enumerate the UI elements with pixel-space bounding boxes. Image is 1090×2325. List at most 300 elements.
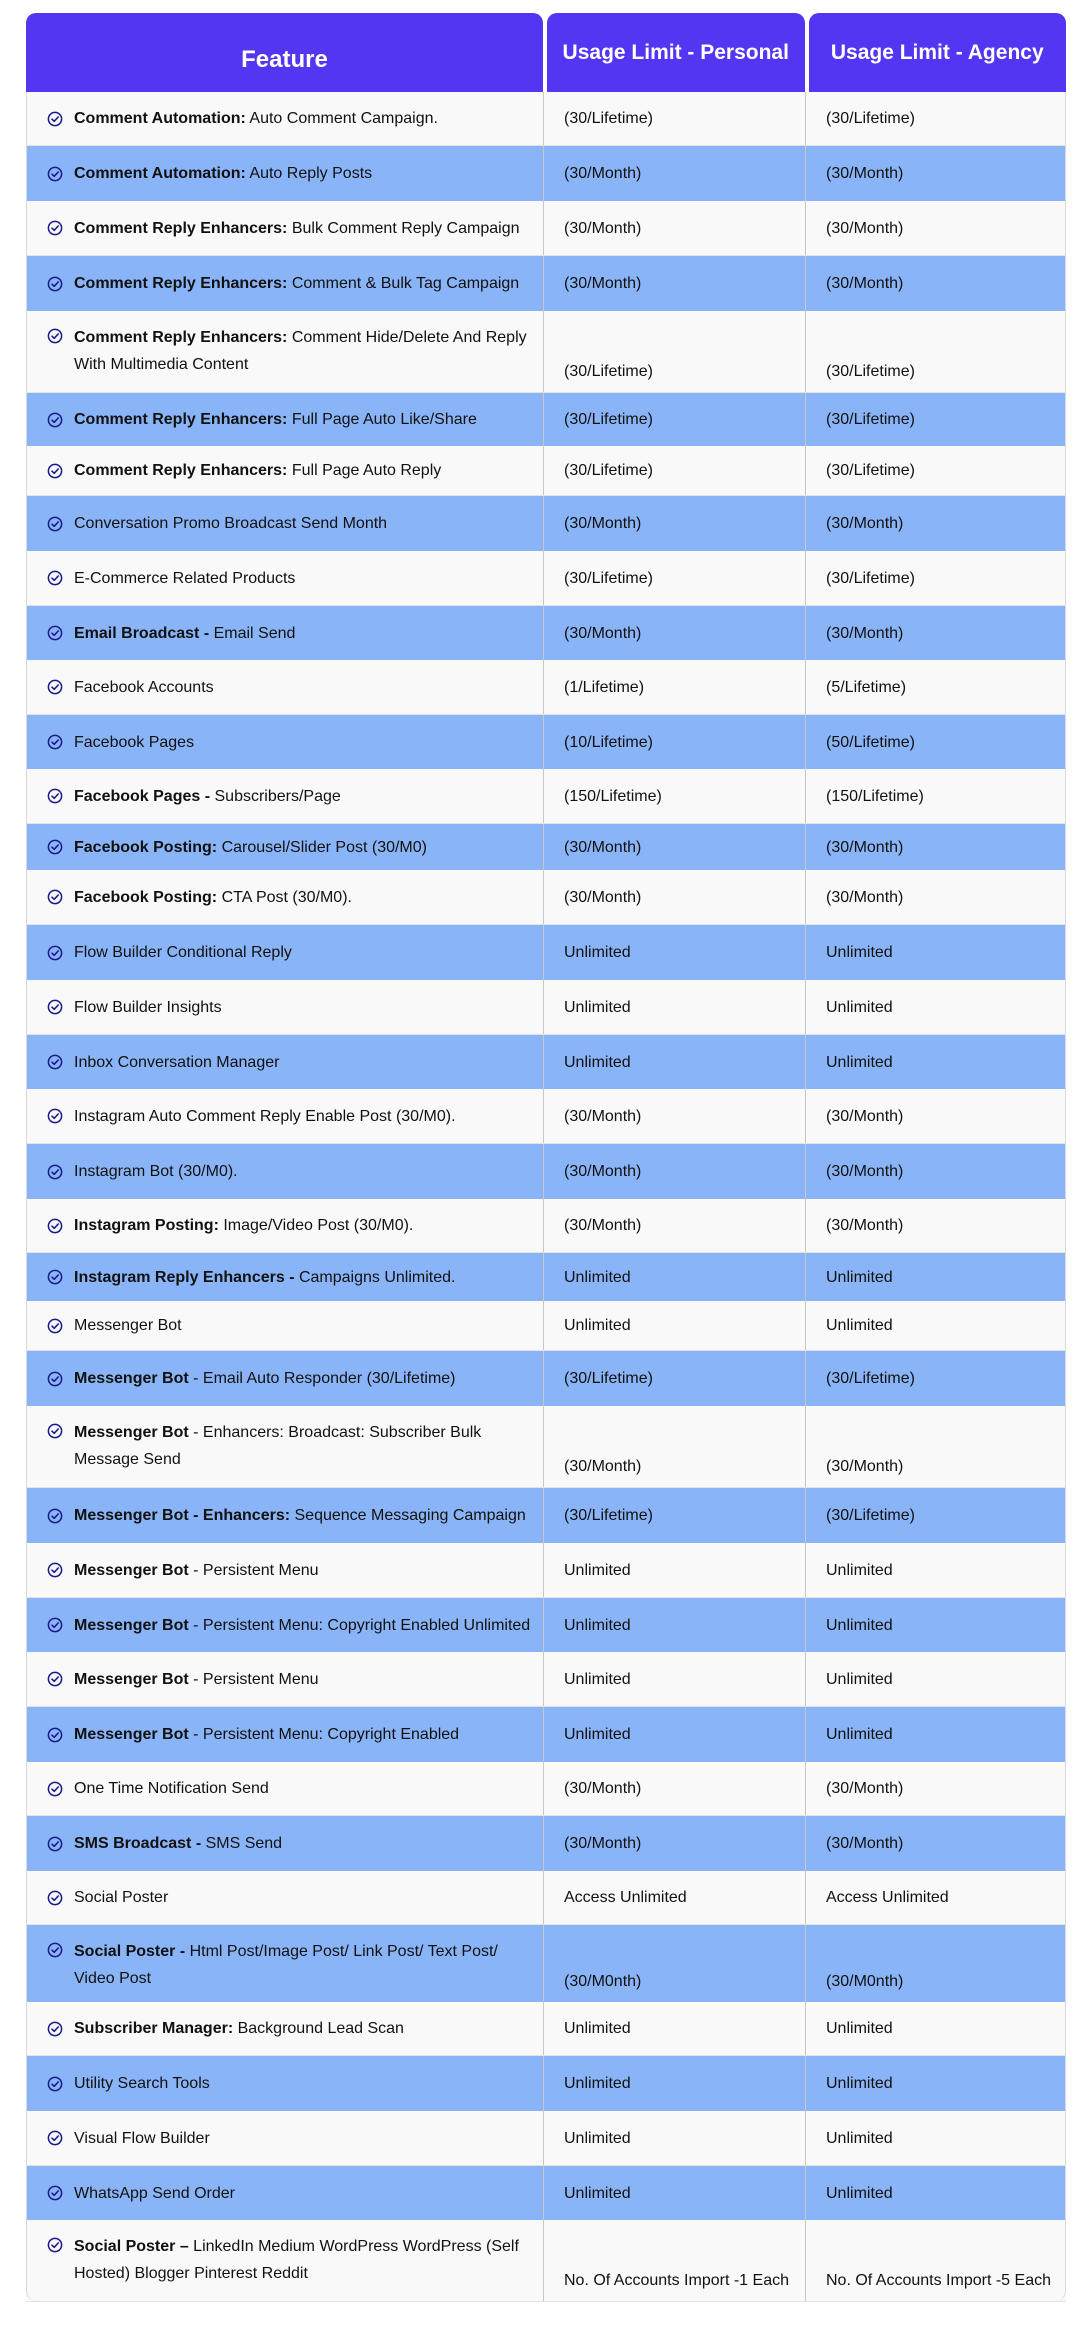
usage-personal-cell xyxy=(544,824,806,870)
usage-personal-value: Unlimited xyxy=(564,1317,631,1334)
table-row xyxy=(26,1543,1066,1598)
feature-cell xyxy=(26,1199,544,1252)
usage-agency-cell xyxy=(806,1816,1066,1871)
usage-personal-value: (30/Lifetime) xyxy=(564,462,653,479)
usage-personal-value: (30/Lifetime) xyxy=(564,411,653,428)
feature-text xyxy=(74,1721,533,1748)
feature-name-bold: Social Poster – xyxy=(74,2238,189,2255)
table-row xyxy=(26,870,1066,925)
usage-agency-value: (30/Month) xyxy=(826,275,904,292)
feature-cell xyxy=(26,1406,544,1487)
header-usage-personal: Usage Limit - Personal xyxy=(547,13,805,92)
usage-personal-cell xyxy=(544,925,806,980)
usage-agency-value: (30/Month) xyxy=(826,1780,904,1797)
feature-description: Sequence Messaging Campaign xyxy=(290,1507,526,1524)
check-circle-icon xyxy=(47,734,63,750)
feature-name-bold: Instagram Reply Enhancers - xyxy=(74,1268,295,1286)
usage-personal-value: (30/Month) xyxy=(564,1107,642,1125)
feature-cell xyxy=(26,311,544,392)
usage-personal-cell xyxy=(544,2002,806,2055)
usage-personal-cell xyxy=(544,1488,806,1543)
usage-agency-cell xyxy=(806,146,1066,201)
feature-cell xyxy=(26,201,544,255)
feature-text xyxy=(74,729,533,756)
usage-agency-value: No. Of Accounts Import -5 Each xyxy=(826,2272,1051,2289)
usage-personal-cell xyxy=(544,201,806,255)
usage-agency-value: (30/Month) xyxy=(826,1835,904,1852)
usage-agency-cell xyxy=(806,2056,1066,2111)
table-body xyxy=(26,92,1066,2302)
feature-description: Comment Hide/Delete And Reply With Multimedia Content xyxy=(74,329,527,373)
usage-agency-value: (150/Lifetime) xyxy=(826,787,924,805)
usage-agency-cell xyxy=(806,1543,1066,1597)
usage-personal-value: Unlimited xyxy=(564,1726,631,1743)
feature-text xyxy=(74,160,533,187)
usage-personal-cell xyxy=(544,1301,806,1350)
usage-agency-cell xyxy=(806,92,1066,145)
check-circle-icon xyxy=(47,1218,63,1234)
check-circle-icon xyxy=(47,516,63,532)
usage-agency-value: (30/Lifetime) xyxy=(826,569,915,587)
usage-agency-value: Access Unlimited xyxy=(826,1889,949,1906)
check-circle-icon xyxy=(47,999,63,1015)
usage-agency-cell xyxy=(806,1925,1066,2002)
feature-description: Full Page Auto Reply xyxy=(287,462,442,479)
table-row xyxy=(26,1351,1066,1406)
table-row xyxy=(26,1707,1066,1762)
feature-text xyxy=(74,939,533,966)
usage-personal-value: Unlimited xyxy=(564,2075,631,2092)
usage-agency-value: (30/Month) xyxy=(826,888,904,906)
usage-personal-cell xyxy=(544,870,806,924)
usage-personal-value: (30/Month) xyxy=(564,515,642,532)
feature-name-bold: Messenger Bot xyxy=(74,1424,189,1441)
usage-agency-cell xyxy=(806,1144,1066,1199)
feature-text xyxy=(74,406,533,433)
feature-text xyxy=(74,2070,533,2097)
check-circle-icon xyxy=(47,2185,63,2201)
usage-personal-value: Unlimited xyxy=(564,2020,631,2037)
feature-name-bold: Messenger Bot xyxy=(74,1670,189,1688)
usage-agency-value: Unlimited xyxy=(826,2020,893,2037)
usage-personal-cell xyxy=(544,769,806,823)
table-row xyxy=(26,2111,1066,2166)
feature-text xyxy=(74,1312,533,1339)
usage-personal-cell xyxy=(544,1035,806,1089)
usage-personal-value: (30/Month) xyxy=(564,1835,642,1852)
feature-cell xyxy=(26,980,544,1034)
usage-agency-value: Unlimited xyxy=(826,1268,893,1286)
usage-personal-value: No. Of Accounts Import -1 Each xyxy=(564,2272,789,2289)
usage-agency-cell xyxy=(806,870,1066,924)
table-row xyxy=(26,2220,1066,2302)
check-circle-icon xyxy=(47,2021,63,2037)
usage-personal-cell xyxy=(544,2166,806,2220)
usage-personal-value: (150/Lifetime) xyxy=(564,787,662,805)
feature-text xyxy=(74,2015,533,2042)
usage-personal-value: (30/Lifetime) xyxy=(564,110,653,127)
usage-personal-value: (30/Lifetime) xyxy=(564,1370,653,1387)
usage-agency-value: Unlimited xyxy=(826,1053,893,1071)
usage-personal-cell xyxy=(544,1144,806,1199)
feature-description: Flow Builder Insights xyxy=(74,998,222,1016)
feature-name-bold: Comment Reply Enhancers: xyxy=(74,462,288,479)
usage-agency-value: (30/Lifetime) xyxy=(826,1370,915,1387)
check-circle-icon xyxy=(47,166,63,182)
feature-description: Instagram Auto Comment Reply Enable Post (30/M0). xyxy=(74,1107,456,1125)
check-circle-icon xyxy=(47,945,63,961)
check-circle-icon xyxy=(47,1318,63,1334)
usage-personal-cell xyxy=(544,393,806,446)
feature-cell xyxy=(26,1351,544,1406)
usage-personal-value: (30/Month) xyxy=(564,1458,642,1475)
feature-cell xyxy=(26,1871,544,1924)
feature-cell xyxy=(26,1543,544,1597)
check-circle-icon xyxy=(47,1269,63,1285)
feature-name-bold: Comment Automation: xyxy=(74,165,246,182)
usage-agency-value: Unlimited xyxy=(826,1317,893,1334)
usage-agency-value: (30/Month) xyxy=(826,1107,904,1125)
usage-agency-cell xyxy=(806,2220,1066,2301)
feature-name-bold: Comment Reply Enhancers: xyxy=(74,275,288,292)
usage-agency-value: (30/Month) xyxy=(826,1217,904,1234)
feature-description: Campaigns Unlimited. xyxy=(294,1268,456,1286)
header-feature: Feature xyxy=(26,13,543,92)
header-usage-agency: Usage Limit - Agency xyxy=(809,13,1067,92)
feature-name-bold: Messenger Bot - Enhancers: xyxy=(74,1507,291,1524)
check-circle-icon xyxy=(47,1371,63,1387)
check-circle-icon xyxy=(47,1054,63,1070)
feature-cell xyxy=(26,2111,544,2165)
feature-text xyxy=(74,215,533,242)
feature-name-bold: Comment Reply Enhancers: xyxy=(74,329,288,346)
feature-cell xyxy=(26,2220,544,2301)
usage-personal-cell xyxy=(544,2220,806,2301)
feature-description: Full Page Auto Like/Share xyxy=(287,411,477,428)
usage-agency-cell xyxy=(806,769,1066,823)
check-circle-icon xyxy=(47,2237,63,2253)
usage-agency-cell xyxy=(806,1035,1066,1089)
usage-personal-cell xyxy=(544,660,806,714)
feature-cell xyxy=(26,660,544,714)
usage-agency-value: Unlimited xyxy=(826,1616,893,1634)
feature-cell xyxy=(26,393,544,446)
table-row xyxy=(26,606,1066,660)
feature-name-bold: Comment Reply Enhancers: xyxy=(74,411,288,428)
table-row xyxy=(26,1406,1066,1488)
usage-agency-cell xyxy=(806,1351,1066,1406)
usage-personal-value: Unlimited xyxy=(564,1268,631,1286)
feature-text xyxy=(74,2180,533,2207)
feature-description: Comment & Bulk Tag Campaign xyxy=(287,275,520,292)
usage-agency-cell xyxy=(806,606,1066,660)
feature-cell xyxy=(26,1707,544,1762)
usage-agency-cell xyxy=(806,980,1066,1034)
usage-agency-value: (30/Lifetime) xyxy=(826,462,915,479)
usage-personal-cell xyxy=(544,1253,806,1301)
feature-description: Social Poster xyxy=(74,1889,169,1906)
usage-agency-cell xyxy=(806,446,1066,495)
check-circle-icon xyxy=(47,111,63,127)
usage-personal-value: Unlimited xyxy=(564,1053,631,1071)
usage-personal-cell xyxy=(544,1089,806,1143)
usage-personal-cell xyxy=(544,92,806,145)
feature-text xyxy=(74,1884,533,1911)
feature-name-bold: SMS Broadcast - xyxy=(74,1835,202,1852)
usage-agency-cell xyxy=(806,2002,1066,2055)
usage-agency-value: (30/Lifetime) xyxy=(826,1507,915,1524)
feature-name-bold: Email Broadcast - xyxy=(74,624,210,642)
feature-description: - Persistent Menu: Copyright Enabled xyxy=(188,1726,460,1743)
usage-agency-value: Unlimited xyxy=(826,1726,893,1743)
feature-description: - Persistent Menu: Copyright Enabled Unlimited xyxy=(188,1616,531,1634)
usage-agency-cell xyxy=(806,311,1066,392)
usage-agency-value: (30/Lifetime) xyxy=(826,363,915,380)
feature-description: WhatsApp Send Order xyxy=(74,2184,235,2202)
feature-description: Utility Search Tools xyxy=(74,2075,210,2092)
feature-cell xyxy=(26,1301,544,1350)
check-circle-icon xyxy=(47,1781,63,1797)
feature-text xyxy=(74,1049,533,1076)
usage-agency-value: (30/Month) xyxy=(826,1458,904,1475)
usage-agency-value: (30/Month) xyxy=(826,515,904,532)
feature-text xyxy=(74,674,533,701)
table-row xyxy=(26,1652,1066,1707)
table-row xyxy=(26,311,1066,393)
usage-personal-cell xyxy=(544,496,806,551)
table-row xyxy=(26,824,1066,870)
feature-description: Carousel/Slider Post (30/M0) xyxy=(217,838,427,856)
usage-personal-cell xyxy=(544,146,806,201)
usage-personal-cell xyxy=(544,1406,806,1487)
feature-name-bold: Facebook Pages - xyxy=(74,787,211,805)
check-circle-icon xyxy=(47,1617,63,1633)
table-row xyxy=(26,496,1066,551)
feature-cell xyxy=(26,1925,544,2002)
usage-personal-value: (30/Month) xyxy=(564,275,642,292)
usage-agency-value: (30/Month) xyxy=(826,624,904,642)
feature-description: Messenger Bot xyxy=(74,1317,182,1334)
feature-description: - Email Auto Responder (30/Lifetime) xyxy=(188,1370,456,1387)
usage-personal-cell xyxy=(544,606,806,660)
usage-personal-value: (30/Month) xyxy=(564,1217,642,1234)
check-circle-icon xyxy=(47,1942,63,1958)
feature-cell xyxy=(26,1816,544,1871)
table-row xyxy=(26,925,1066,980)
usage-personal-value: (30/Month) xyxy=(564,838,642,856)
table-row xyxy=(26,1144,1066,1199)
table-row xyxy=(26,2002,1066,2056)
usage-agency-value: (30/Month) xyxy=(826,838,904,856)
usage-personal-value: (30/Lifetime) xyxy=(564,569,653,587)
feature-description: One Time Notification Send xyxy=(74,1780,269,1797)
usage-agency-value: (5/Lifetime) xyxy=(826,678,907,696)
pricing-feature-table xyxy=(26,13,1066,2302)
usage-agency-cell xyxy=(806,2166,1066,2220)
usage-personal-cell xyxy=(544,980,806,1034)
usage-personal-value: (30/Lifetime) xyxy=(564,363,653,380)
usage-agency-cell xyxy=(806,715,1066,769)
usage-personal-cell xyxy=(544,1598,806,1652)
feature-name-bold: Facebook Posting: xyxy=(74,838,218,856)
feature-text xyxy=(74,2125,533,2152)
table-row xyxy=(26,1925,1066,2002)
table-header xyxy=(26,13,1066,92)
usage-personal-cell xyxy=(544,1652,806,1706)
feature-name-bold: Facebook Posting: xyxy=(74,888,218,906)
usage-agency-cell xyxy=(806,1707,1066,1762)
check-circle-icon xyxy=(47,1562,63,1578)
feature-cell xyxy=(26,1762,544,1815)
check-circle-icon xyxy=(47,1671,63,1687)
feature-text xyxy=(74,1830,533,1857)
feature-cell xyxy=(26,1652,544,1706)
table-row xyxy=(26,446,1066,496)
feature-description: - Enhancers: Broadcast: Subscriber Bulk Message Send xyxy=(74,1424,482,1468)
usage-agency-value: (30/Lifetime) xyxy=(826,411,915,428)
usage-personal-cell xyxy=(544,1816,806,1871)
usage-personal-cell xyxy=(544,1351,806,1406)
feature-cell xyxy=(26,2166,544,2220)
check-circle-icon xyxy=(47,788,63,804)
feature-text xyxy=(74,834,533,861)
usage-personal-value: (10/Lifetime) xyxy=(564,733,653,751)
usage-agency-value: (30/Month) xyxy=(826,1163,904,1180)
feature-description: - Persistent Menu xyxy=(188,1670,319,1688)
feature-name-bold: Subscriber Manager: xyxy=(74,2020,234,2037)
feature-description: Inbox Conversation Manager xyxy=(74,1053,280,1071)
check-circle-icon xyxy=(47,2130,63,2146)
usage-personal-value: (1/Lifetime) xyxy=(564,678,645,696)
feature-name-bold: Messenger Bot xyxy=(74,1726,189,1743)
feature-text xyxy=(74,457,533,484)
check-circle-icon xyxy=(47,220,63,236)
feature-description: Flow Builder Conditional Reply xyxy=(74,944,292,961)
usage-agency-value: (50/Lifetime) xyxy=(826,733,915,751)
usage-personal-value: Unlimited xyxy=(564,1616,631,1634)
usage-personal-value: (30/M0nth) xyxy=(564,1973,642,1990)
feature-text xyxy=(74,1264,533,1291)
table-row xyxy=(26,1253,1066,1301)
check-circle-icon xyxy=(47,1108,63,1124)
feature-description: Bulk Comment Reply Campaign xyxy=(287,219,520,237)
table-row xyxy=(26,769,1066,824)
table-row xyxy=(26,393,1066,446)
usage-agency-value: Unlimited xyxy=(826,1670,893,1688)
feature-text xyxy=(74,2233,533,2287)
check-circle-icon xyxy=(47,1836,63,1852)
usage-personal-cell xyxy=(544,311,806,392)
feature-cell xyxy=(26,1144,544,1199)
table-row xyxy=(26,1301,1066,1351)
table-row xyxy=(26,1816,1066,1871)
usage-agency-value: (30/Month) xyxy=(826,219,904,237)
table-row xyxy=(26,980,1066,1035)
feature-name-bold: Messenger Bot xyxy=(74,1370,189,1387)
feature-text xyxy=(74,1158,533,1185)
usage-agency-cell xyxy=(806,660,1066,714)
feature-text xyxy=(74,1775,533,1802)
feature-text xyxy=(74,1103,533,1130)
usage-agency-value: (30/M0nth) xyxy=(826,1973,904,1990)
feature-name-bold: Messenger Bot xyxy=(74,1616,189,1634)
usage-personal-cell xyxy=(544,446,806,495)
feature-cell xyxy=(26,1253,544,1301)
feature-text xyxy=(74,1365,533,1392)
feature-description: Auto Comment Campaign. xyxy=(245,110,438,127)
feature-text xyxy=(74,994,533,1021)
feature-description: CTA Post (30/M0). xyxy=(217,888,352,906)
table-row xyxy=(26,1488,1066,1543)
check-circle-icon xyxy=(47,1164,63,1180)
check-circle-icon xyxy=(47,412,63,428)
feature-description: LinkedIn Medium WordPress WordPress (Self Hosted) Blogger Pinterest Reddit xyxy=(74,2238,519,2282)
feature-cell xyxy=(26,1089,544,1143)
usage-personal-cell xyxy=(544,1707,806,1762)
feature-text xyxy=(74,1419,533,1473)
usage-agency-cell xyxy=(806,2111,1066,2165)
usage-personal-value: (30/Month) xyxy=(564,1780,642,1797)
usage-agency-value: Unlimited xyxy=(826,2075,893,2092)
table-row xyxy=(26,146,1066,201)
usage-personal-cell xyxy=(544,2056,806,2111)
check-circle-icon xyxy=(47,276,63,292)
table-row xyxy=(26,1598,1066,1652)
usage-agency-cell xyxy=(806,1652,1066,1706)
table-row xyxy=(26,1089,1066,1144)
feature-cell xyxy=(26,2056,544,2111)
usage-agency-cell xyxy=(806,1488,1066,1543)
usage-agency-cell xyxy=(806,1598,1066,1652)
feature-name-bold: Comment Automation: xyxy=(74,110,246,127)
check-circle-icon xyxy=(47,570,63,586)
usage-personal-value: Access Unlimited xyxy=(564,1889,687,1906)
feature-text xyxy=(74,783,533,810)
usage-agency-cell xyxy=(806,824,1066,870)
usage-personal-cell xyxy=(544,1871,806,1924)
feature-cell xyxy=(26,870,544,924)
feature-cell xyxy=(26,2002,544,2055)
usage-agency-cell xyxy=(806,256,1066,311)
usage-agency-value: (30/Month) xyxy=(826,165,904,182)
usage-agency-cell xyxy=(806,1253,1066,1301)
usage-personal-value: (30/Month) xyxy=(564,624,642,642)
feature-description: Visual Flow Builder xyxy=(74,2129,210,2147)
feature-text xyxy=(74,1502,533,1529)
feature-description: Conversation Promo Broadcast Send Month xyxy=(74,515,388,532)
usage-personal-cell xyxy=(544,1543,806,1597)
feature-description: - Persistent Menu xyxy=(188,1561,319,1579)
usage-personal-value: (30/Month) xyxy=(564,219,642,237)
usage-personal-value: (30/Month) xyxy=(564,1163,642,1180)
table-row xyxy=(26,551,1066,606)
usage-agency-cell xyxy=(806,1762,1066,1815)
usage-agency-value: (30/Lifetime) xyxy=(826,110,915,127)
feature-name-bold: Messenger Bot xyxy=(74,1561,189,1579)
feature-text xyxy=(74,1212,533,1239)
usage-agency-cell xyxy=(806,925,1066,980)
check-circle-icon xyxy=(47,679,63,695)
check-circle-icon xyxy=(47,1508,63,1524)
feature-text xyxy=(74,324,533,378)
usage-personal-value: (30/Month) xyxy=(564,165,642,182)
usage-personal-cell xyxy=(544,2111,806,2165)
feature-description: SMS Send xyxy=(201,1835,283,1852)
table-row xyxy=(26,660,1066,715)
feature-cell xyxy=(26,824,544,870)
feature-text xyxy=(74,620,533,647)
usage-personal-value: Unlimited xyxy=(564,2129,631,2147)
